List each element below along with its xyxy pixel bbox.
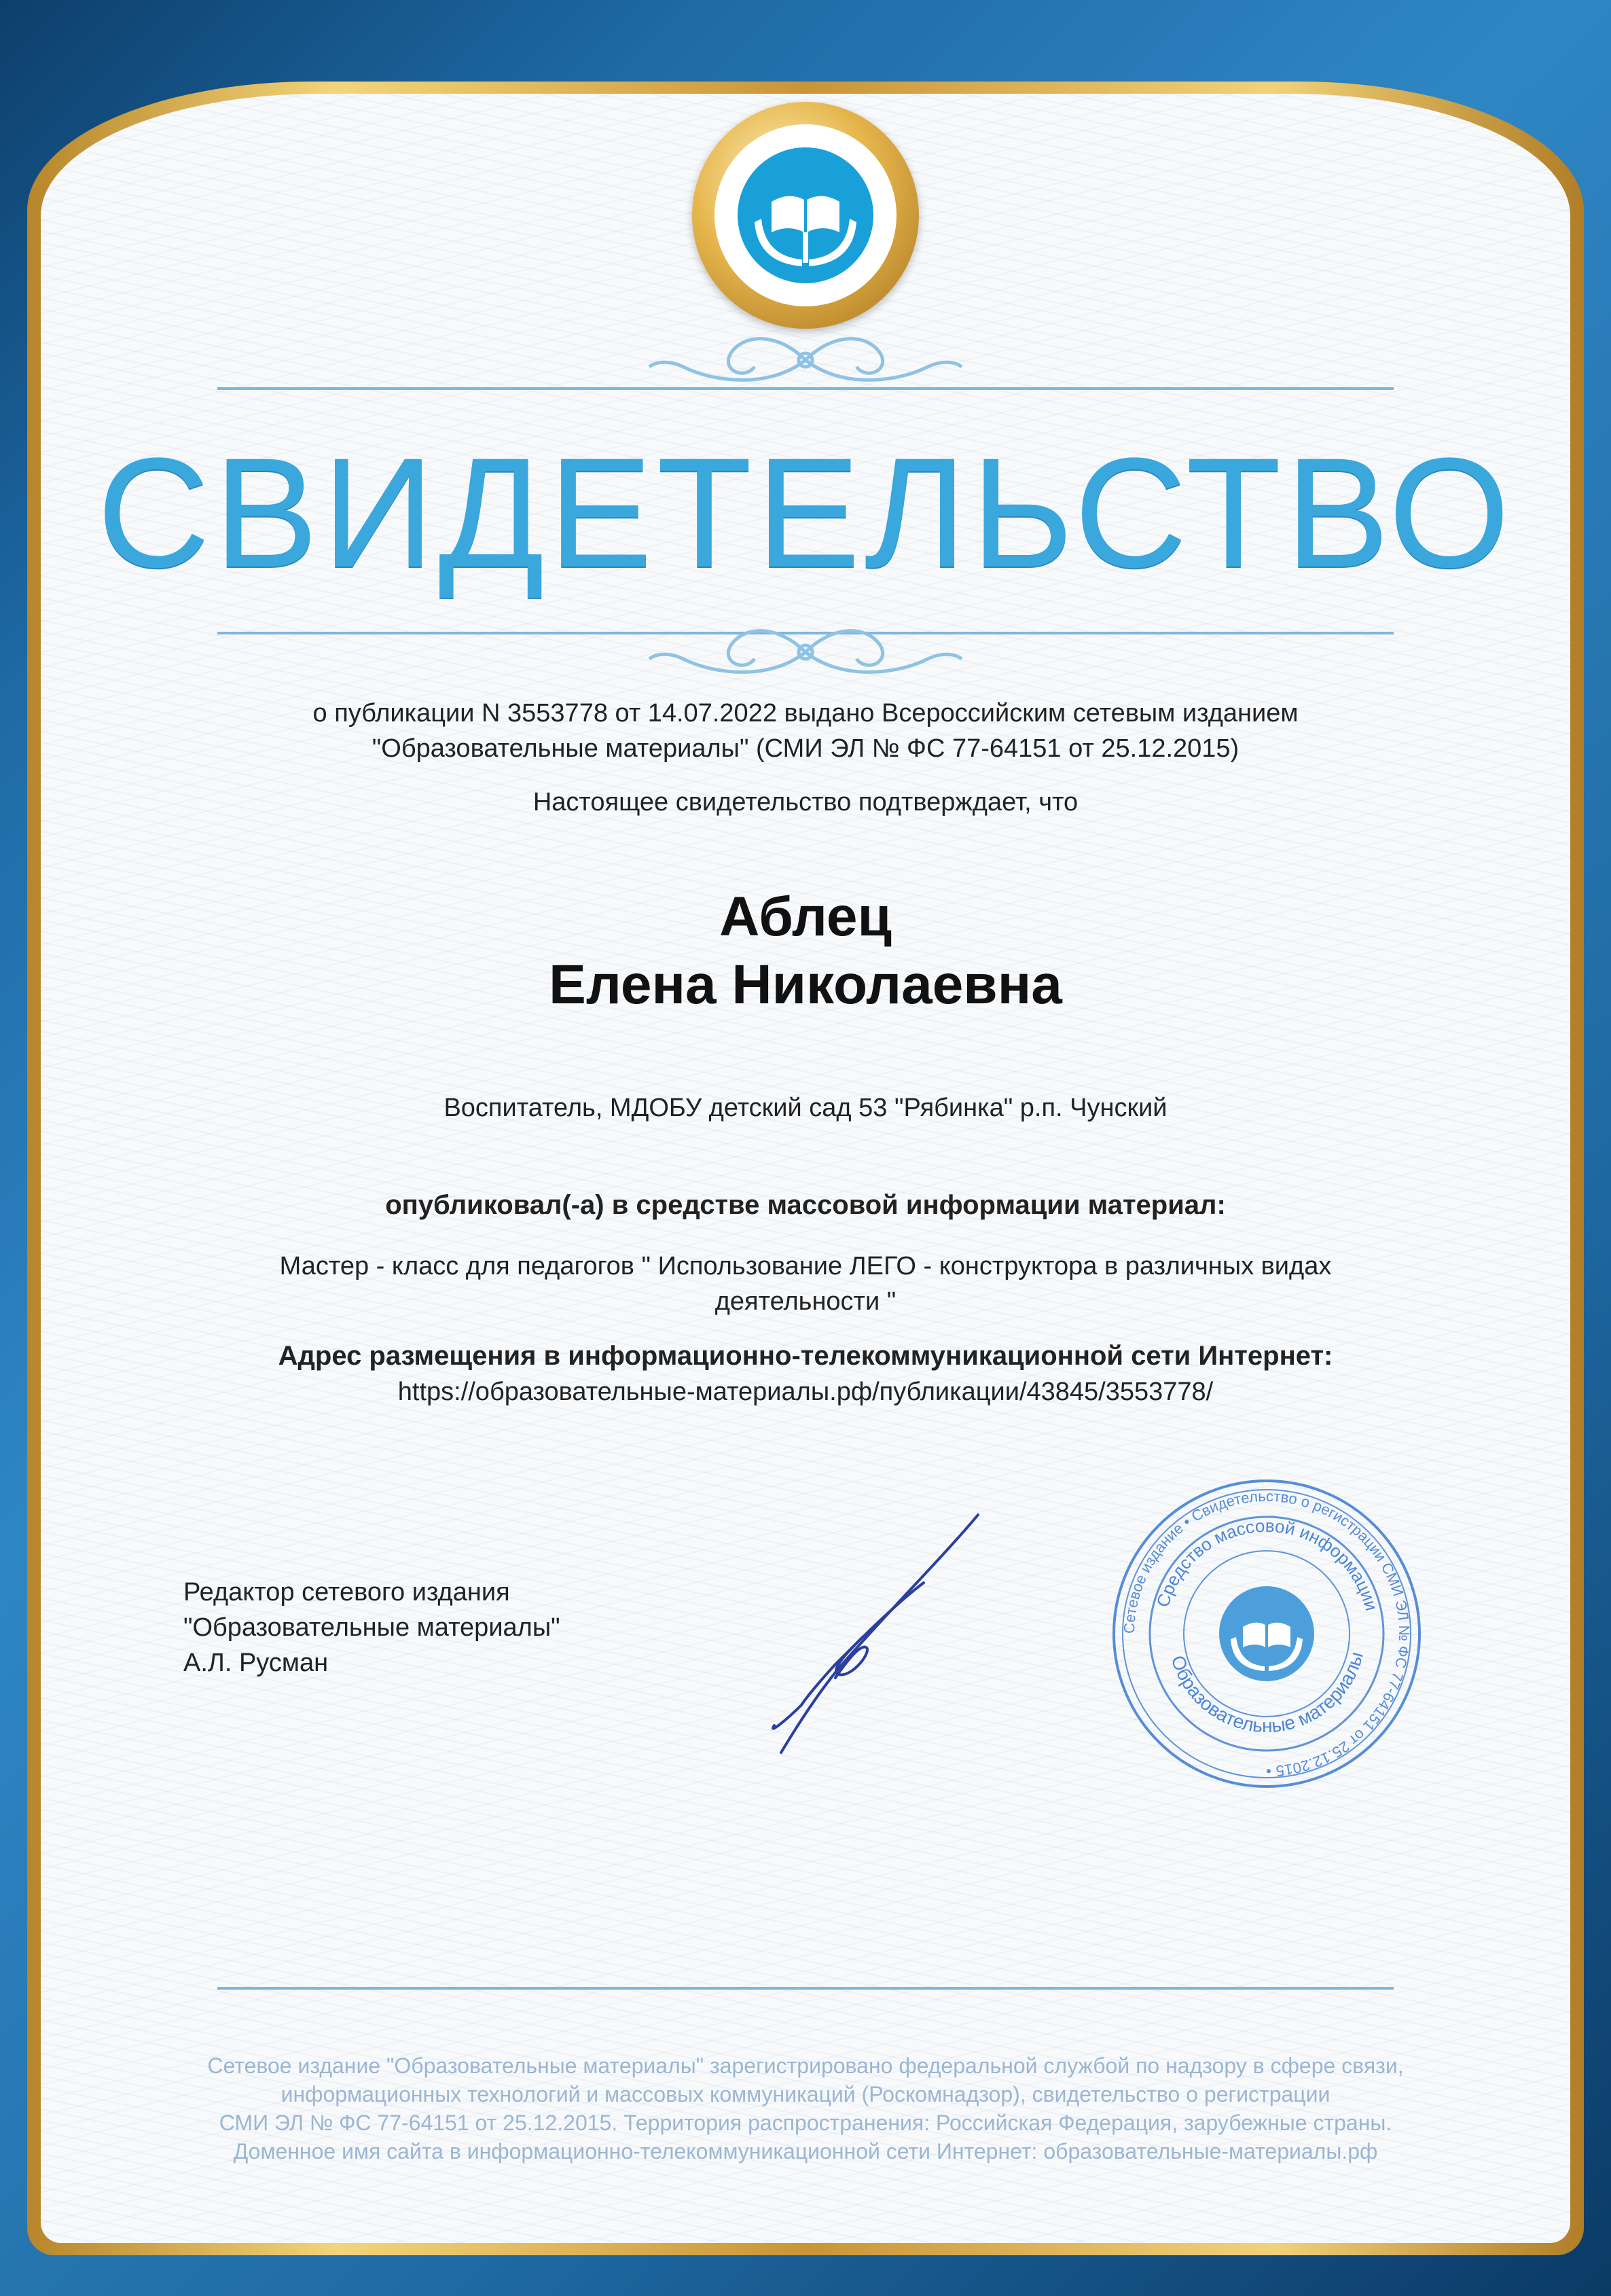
- stamp-inner-bottom-text: Образовательные материалы: [1167, 1649, 1368, 1737]
- footer-line: Доменное имя сайта в информационно-телекоммуникационной сети Интернет: образовательные-материалы.рф: [233, 2139, 1378, 2164]
- footer-line: СМИ ЭЛ № ФС 77-64151 от 25.12.2015. Территория распространения: Российская Федерация, зарубежные страны.: [219, 2111, 1392, 2135]
- editor-name: А.Л. Русман: [183, 1649, 329, 1677]
- editor-publication: "Образовательные материалы": [183, 1613, 560, 1642]
- material-title-line1: Мастер - класс для педагогов " Использование ЛЕГО - конструктора в различных видах: [279, 1252, 1332, 1280]
- stamp-outer-text: Сетевое издание • Свидетельство о регистрации СМИ ЭЛ № ФС 77-64151 от 25.12.2015 •: [1120, 1487, 1413, 1780]
- material-title: [204, 1249, 1407, 1319]
- certificate-title: СВИДЕТЕЛЬСТВО: [96, 425, 1515, 600]
- footer-registration-text: [102, 2051, 1509, 2166]
- address-url: https://образовательные-материалы.рф/публикации/43845/3553778/: [397, 1378, 1214, 1406]
- ornament-flourish-bottom: [642, 611, 969, 693]
- publication-info-line1: о публикации N 3553778 от 14.07.2022 выдано Всероссийским сетевым изданием: [312, 699, 1299, 728]
- publication-info: [136, 696, 1475, 766]
- recipient-surname: Аблец: [719, 886, 892, 948]
- editor-block: [183, 1575, 560, 1681]
- recipient-position: Воспитатель, МДОБУ детский сад 53 "Рябинка" р.п. Чунский: [444, 1094, 1167, 1122]
- stamp-inner-top-text: Средство массовой информации: [1152, 1515, 1382, 1613]
- footer-line: информационных технологий и массовых коммуникаций (Роскомнадзор), свидетельство о регистрации: [280, 2082, 1331, 2106]
- editor-title: Редактор сетевого издания: [183, 1578, 510, 1607]
- address-label: Адрес размещения в информационно-телекоммуникационной сети Интернет:: [278, 1341, 1333, 1371]
- certificate-paper: [41, 94, 1570, 2243]
- published-label: опубликовал(-а) в средстве массовой информации материал:: [385, 1190, 1226, 1220]
- divider-footer: [217, 1987, 1394, 1990]
- footer-line: Сетевое издание "Образовательные материалы" зарегистрировано федеральной службой по надзору в сфере связи,: [207, 2053, 1404, 2078]
- stamp-seal-icon: [1107, 1474, 1426, 1793]
- recipient-name: [136, 883, 1475, 1019]
- signature: [720, 1501, 1005, 1773]
- divider-top: [217, 387, 1394, 390]
- confirm-text: Настоящее свидетельство подтверждает, что: [532, 788, 1079, 817]
- recipient-given-names: Елена Николаевна: [549, 954, 1062, 1016]
- material-title-line2: деятельности ": [714, 1287, 897, 1316]
- publication-info-line2: "Образовательные материалы" (СМИ ЭЛ № ФС 77-64151 от 25.12.2015): [372, 734, 1239, 763]
- book-hands-emblem-icon: [692, 102, 919, 329]
